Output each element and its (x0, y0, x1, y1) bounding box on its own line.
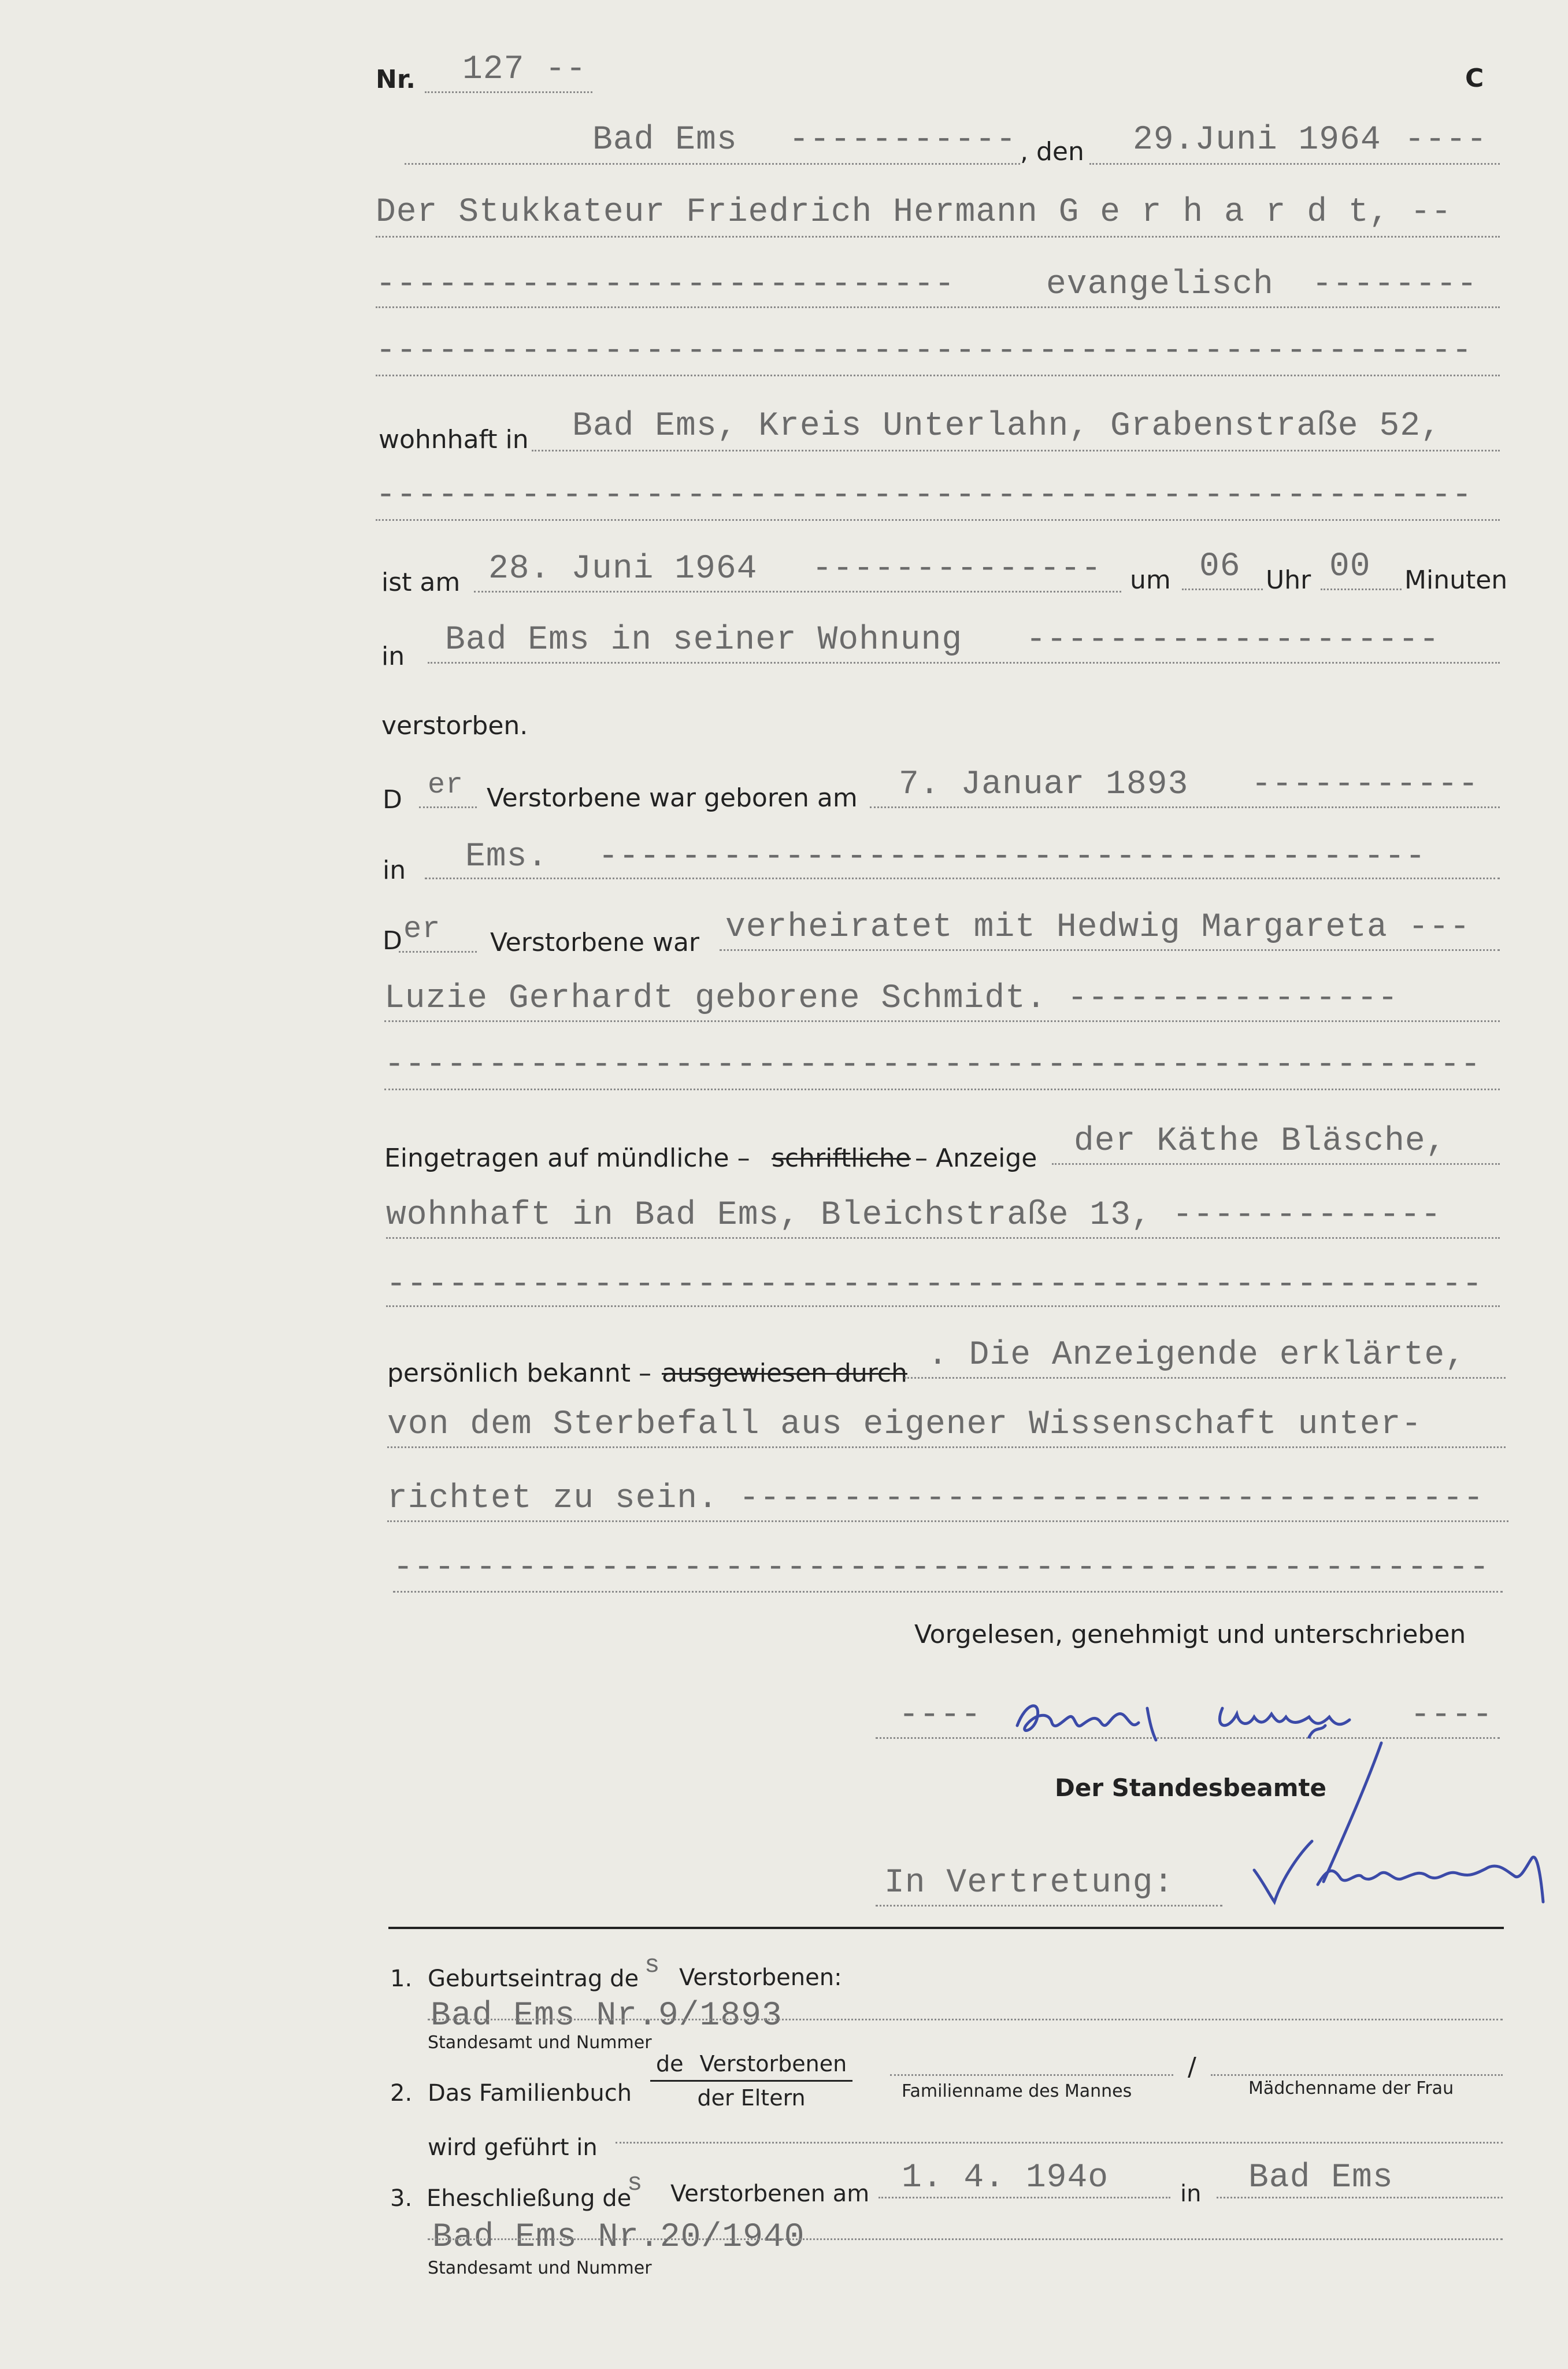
in-vertretung-label: In Vertretung: (884, 1864, 1174, 1902)
read-approved-label: Vorgelesen, genehmigt und unterschrieben (914, 1620, 1466, 1649)
identity-line-1 (905, 1377, 1506, 1379)
marital-d-label: D (383, 926, 402, 956)
minuten-label: Minuten (1404, 565, 1508, 595)
religion: evangelisch (1046, 266, 1274, 303)
marriage-place: Bad Ems (1248, 2159, 1393, 2197)
birth-place-dashes: ---------------------------------------- (598, 838, 1426, 876)
footer-item-3-caption: Standesamt und Nummer (428, 2258, 652, 2278)
birth-date: 7. Januar 1893 (899, 766, 1189, 804)
footer-item-1-caption: Standesamt und Nummer (428, 2033, 652, 2053)
footer-item-3-in-label: in (1180, 2181, 1202, 2207)
marriage-place-line (1217, 2197, 1503, 2198)
name-separator-slash: / (1188, 2052, 1196, 2082)
footer-item-2-wird-line (616, 2142, 1503, 2144)
official-signature (1243, 1737, 1566, 1922)
residence-value: Bad Ems, Kreis Unterlahn, Grabenstraße 52, (572, 408, 1441, 445)
footer-item-3-number: 3. (390, 2185, 413, 2212)
ist-am-label: ist am (381, 568, 461, 597)
entry-number: 127 -- (462, 51, 587, 88)
birth-place-in-label: in (383, 856, 406, 885)
marriage-register-entry: Bad Ems Nr.20/1940 (432, 2219, 805, 2256)
identity-line-4 (393, 1591, 1503, 1593)
birth-d-label: D (383, 785, 402, 815)
person-line-1 (376, 236, 1500, 238)
husband-name-caption: Familienname des Mannes (902, 2081, 1132, 2101)
official-label: Der Standesbeamte (1055, 1774, 1327, 1802)
hour-line (1182, 588, 1263, 590)
footer-item-2-fraction (650, 2051, 852, 2111)
marital-line-3 (384, 1089, 1500, 1090)
footer-item-3-line (428, 2238, 1503, 2240)
footer-item-1-label-b: Verstorbenen: (679, 1964, 842, 1991)
informant-address: wohnhaft in Bad Ems, Bleichstraße 13, ------------- (386, 1197, 1442, 1234)
nr-label: Nr. (376, 65, 416, 94)
birth-place: Ems. (465, 838, 548, 876)
death-minute: 00 (1329, 548, 1371, 586)
footer-divider (388, 1927, 1504, 1929)
den-label: , den (1020, 137, 1084, 166)
identity-value-3: richtet zu sein. ------------------------------------ (387, 1480, 1484, 1517)
registration-label-start: Eingetragen auf mündliche – (384, 1143, 750, 1173)
residence-label: wohnhaft in (379, 425, 529, 454)
footer-item-1-line (428, 2019, 1503, 2020)
fraction-bottom: der Eltern (697, 2085, 806, 2111)
minute-line (1321, 588, 1402, 590)
maiden-name-caption: Mädchenname der Frau (1248, 2078, 1454, 2098)
footer-item-2-label: Das Familienbuch (428, 2080, 632, 2107)
date-dashes-1: ----------- (789, 121, 1017, 159)
death-date: 28. Juni 1964 (488, 550, 758, 588)
date-line (1089, 163, 1500, 165)
birth-date-dashes: ----------- (1251, 766, 1479, 804)
birth-date-line (870, 806, 1500, 808)
fraction-top-de: de (656, 2051, 684, 2076)
identity-label-start: persönlich bekannt – (387, 1359, 652, 1388)
person-line-2 (376, 306, 1500, 308)
identity-line-3 (387, 1520, 1508, 1522)
death-hour: 06 (1199, 548, 1241, 586)
informant-line (1052, 1163, 1500, 1165)
in-vertretung-line (876, 1905, 1222, 1907)
person-line-3-dashes: ----------------------------------------------------- (376, 332, 1473, 370)
identity-value-1: . Die Anzeigende erklärte, (928, 1337, 1466, 1374)
marriage-date: 1. 4. 194o (902, 2159, 1109, 2197)
person-line-3 (376, 375, 1500, 376)
uhr-label: Uhr (1266, 565, 1311, 595)
date-dashes-2: ---- (1404, 121, 1488, 159)
registration-date: 29.Juni 1964 (1133, 121, 1381, 159)
birth-d-suffix: er (428, 769, 464, 802)
marital-line-1 (720, 949, 1500, 951)
registration-place: Bad Ems (592, 121, 737, 159)
death-date-dashes: -------------- (812, 550, 1102, 588)
deceased-name: Der Stukkateur Friedrich Hermann G e r h a r d t, -- (376, 194, 1452, 231)
footer-item-2-number: 2. (390, 2080, 413, 2107)
footer-item-1-label-a: Geburtseintrag de (428, 1965, 639, 1992)
husband-name-line (890, 2074, 1173, 2076)
identity-line-2 (387, 1446, 1506, 1448)
marital-d-suffix: er (403, 912, 441, 946)
birth-register-entry: Bad Ems Nr.9/1893 (431, 1997, 783, 2035)
identity-value-2: von dem Sterbefall aus eigener Wissenschaft unter- (387, 1406, 1422, 1443)
registration-line-3-dashes: ----------------------------------------------------- (386, 1266, 1483, 1304)
religion-dashes: -------- (1312, 266, 1478, 303)
death-place-in-label: in (381, 642, 405, 671)
registration-label-end: – Anzeige (915, 1143, 1037, 1173)
fraction-top-verstorbenen: Verstorbenen (699, 2051, 847, 2076)
death-place: Bad Ems in seiner Wohnung (445, 621, 963, 659)
informant-name: der Käthe Bläsche, (1074, 1123, 1447, 1160)
death-place-dashes: -------------------- (1026, 621, 1440, 659)
footer-item-3-label-b: Verstorbenen am (670, 2181, 870, 2207)
footer-item-1-sup: s (644, 1951, 661, 1980)
person-dashes: ---------------------------- (376, 266, 955, 303)
informant-address-line (386, 1237, 1500, 1239)
footer-item-3-label-a: Eheschließung de (427, 2185, 632, 2212)
marital-d-line (399, 951, 477, 953)
signature-dashes-right: ---- (1410, 1697, 1493, 1734)
residence-line-2 (376, 519, 1500, 521)
death-place-line (428, 662, 1500, 664)
birth-label: Verstorbene war geboren am (487, 783, 858, 813)
identity-line-4-dashes: ----------------------------------------------------- (393, 1549, 1490, 1587)
footer-item-2-wird-label: wird geführt in (428, 2134, 598, 2161)
marriage-date-line (878, 2197, 1170, 2198)
birth-place-line (425, 878, 1500, 879)
corner-letter: C (1465, 64, 1484, 93)
marital-line-2 (384, 1020, 1500, 1022)
identity-label-struck: ausgewiesen durch (662, 1359, 907, 1388)
footer-item-1-number: 1. (390, 1965, 413, 1992)
marital-line-3-dashes: ----------------------------------------------------- (384, 1046, 1481, 1084)
death-date-line (474, 591, 1121, 593)
marital-value-2: Luzie Gerhardt geborene Schmidt. ---------------- (384, 980, 1399, 1017)
residence-line (532, 450, 1500, 451)
maiden-name-line (1211, 2074, 1503, 2076)
um-label: um (1130, 565, 1171, 595)
registration-label-struck: schriftliche (772, 1143, 911, 1173)
signature-dashes-left: ---- (899, 1697, 982, 1734)
registration-line-3 (386, 1305, 1500, 1307)
marital-value-1: verheiratet mit Hedwig Margareta --- (725, 909, 1471, 946)
birth-d-line (419, 806, 477, 808)
residence-dashes: ----------------------------------------------------- (376, 477, 1473, 514)
place-line (405, 163, 1020, 165)
footer-item-3-sup: s (627, 2169, 643, 2198)
entry-number-line (425, 91, 592, 93)
verstorben-label: verstorben. (381, 711, 528, 741)
marital-label: Verstorbene war (490, 928, 700, 957)
